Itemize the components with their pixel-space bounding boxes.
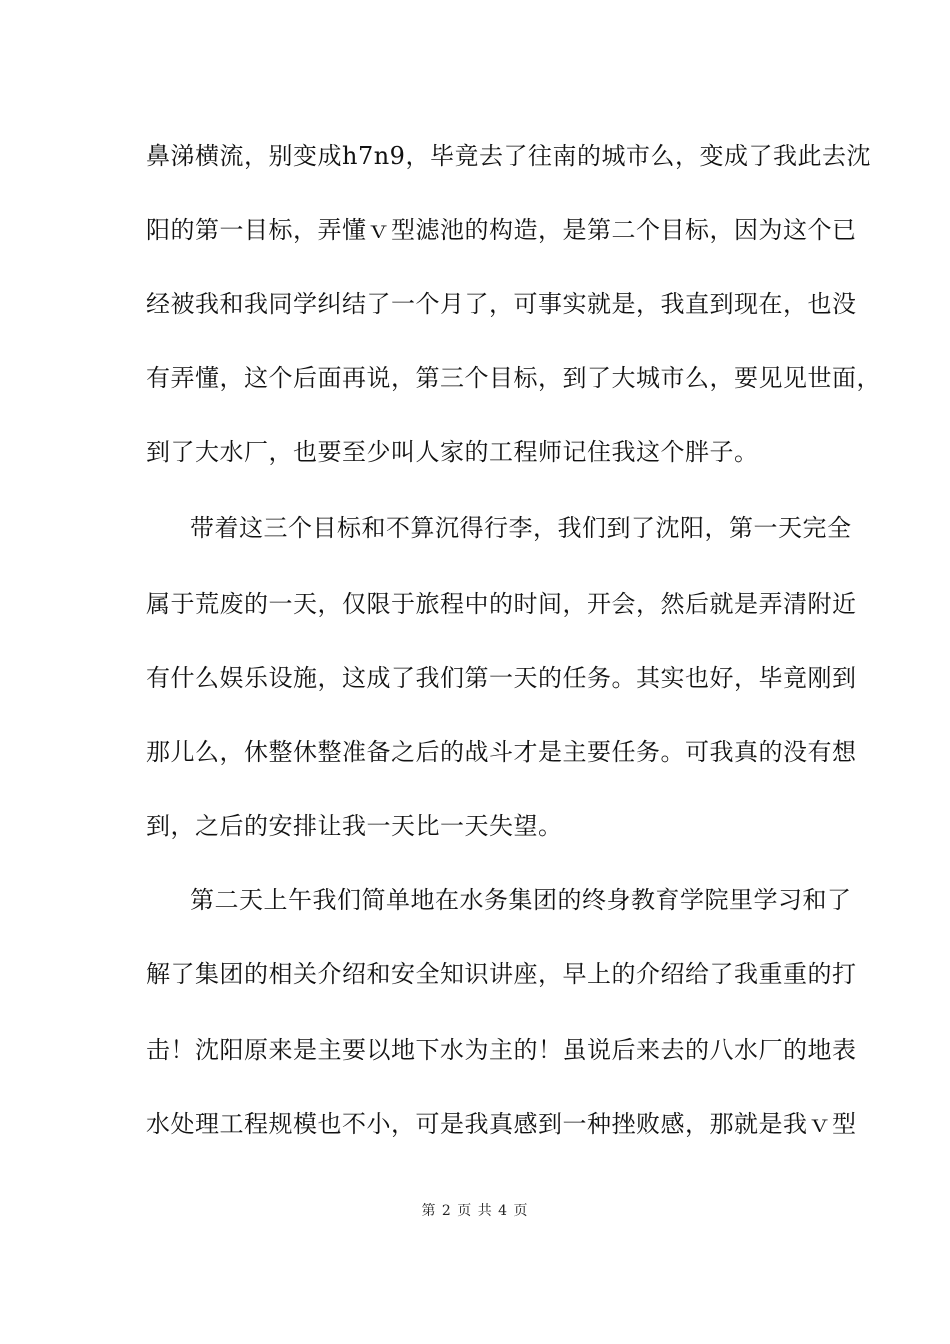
- body-text-line: 到了大水厂，也要至少叫人家的工程师记住我这个胖子。: [146, 438, 759, 466]
- body-text-line: 解了集团的相关介绍和安全知识讲座，早上的介绍给了我重重的打: [146, 960, 857, 988]
- body-text-line: 水处理工程规模也不小，可是我真感到一种挫败感，那就是我ｖ型: [146, 1110, 857, 1138]
- body-text-line: 阳的第一目标，弄懂ｖ型滤池的构造，是第二个目标，因为这个已: [146, 216, 857, 244]
- body-text-line: 击！沈阳原来是主要以地下水为主的！虽说后来去的八水厂的地表: [146, 1036, 857, 1064]
- body-text-line: 有什么娱乐设施，这成了我们第一天的任务。其实也好，毕竟刚到: [146, 664, 857, 692]
- page-number-footer: 第 2 页 共 4 页: [421, 1203, 529, 1219]
- body-text-line: 那儿么，休整休整准备之后的战斗才是主要任务。可我真的没有想: [146, 738, 857, 766]
- body-text-line: 属于荒废的一天，仅限于旅程中的时间，开会，然后就是弄清附近: [146, 590, 857, 618]
- body-text-line: 鼻涕横流，别变成h7n9，毕竟去了往南的城市么，变成了我此去沈: [146, 142, 871, 170]
- paragraph-first-line: 带着这三个目标和不算沉得行李，我们到了沈阳，第一天完全: [190, 514, 852, 542]
- body-text-line: 到，之后的安排让我一天比一天失望。: [146, 812, 563, 840]
- paragraph-first-line: 第二天上午我们简单地在水务集团的终身教育学院里学习和了: [190, 886, 852, 914]
- body-text-line: 有弄懂，这个后面再说，第三个目标，到了大城市么，要见见世面，: [146, 364, 881, 392]
- body-text-line: 经被我和我同学纠结了一个月了，可事实就是，我直到现在，也没: [146, 290, 857, 318]
